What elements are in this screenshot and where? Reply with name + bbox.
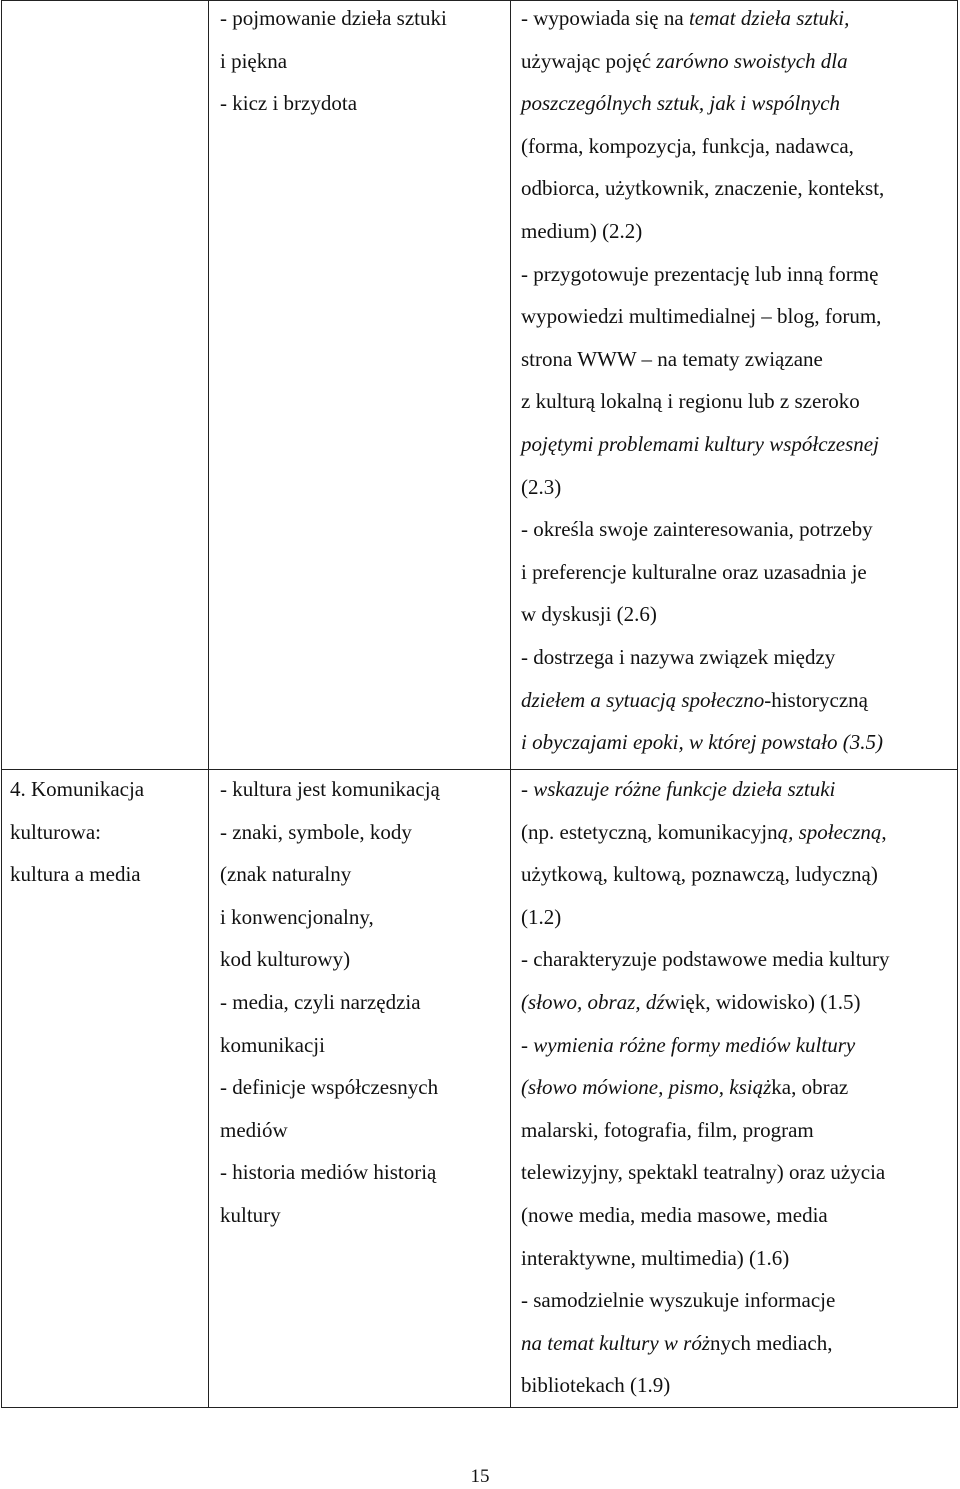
topic-lines [10,768,208,896]
content-line: - znaki, symbole, kody [220,819,412,844]
text-segment: malarski, fotografia, film, program [521,1117,814,1142]
content-line: (znak naturalny [220,862,352,887]
content-line: kod kulturowy) [220,947,351,972]
text-segment: więk, widowisko) (1.5) [664,989,861,1014]
text-segment: (1.2) [521,904,562,929]
outcomes-line [521,636,957,679]
text-segment: - charakteryzuje podstawowe media kultury [521,947,890,972]
text-segment: , [881,819,887,844]
outcomes-line [521,1109,957,1152]
outcomes-line [521,82,957,125]
text-segment: - dostrzega i nazywa związek między [521,644,836,669]
outcomes-line [521,0,957,40]
outcomes-line [521,981,957,1024]
outcomes-line [521,721,957,764]
content-line: i konwencjonalny, [220,904,374,929]
italic-text: zarówno swoistych dla [656,48,848,73]
outcomes-line [521,938,957,981]
text-segment: (np. estetyczną, komunikacyjn [521,819,778,844]
outcomes-lines [521,768,957,1407]
outcomes-line [521,768,957,811]
text-segment: odbiorca, użytkownik, znaczenie, kontekst, [521,176,885,201]
text-segment: używając pojęć [521,48,657,73]
content-line: - pojmowanie dzieła sztuki [220,6,447,30]
outcomes-line [521,853,957,896]
text-segment: ka, obraz [771,1075,849,1100]
topic-line: 4. Komunikacja [10,777,145,801]
content-line: komunikacji [220,1032,325,1057]
outcomes-line [521,1364,957,1407]
text-segment: w dyskusji (2.6) [521,602,657,627]
outcomes-line [521,508,957,551]
italic-text: (słowo mówione, pismo, książ [521,1075,772,1100]
text-segment: użytkową, kultową, poznawczą, ludyczną) [521,862,878,887]
italic-text: ą, społeczną [777,819,882,844]
italic-text: pojętymi problemami kultury współczesnej [521,431,879,456]
italic-text: poszczególnych sztuk, jak i wspólnych [521,91,841,116]
outcomes-line [521,210,957,253]
outcomes-line [521,1194,957,1237]
content-cell [209,1,511,770]
content-lines [220,0,510,125]
italic-text: dziełem a sytuacją społeczno [521,687,765,712]
outcomes-line [521,551,957,594]
topic-line: kulturowa: [10,819,101,844]
topic-cell [2,1,209,770]
outcomes-cell [511,770,958,1408]
text-segment: (2.3) [521,474,562,499]
text-segment: -historyczną [764,687,868,712]
content-line: - historia mediów historią [220,1160,437,1185]
outcomes-line [521,423,957,466]
table-row [2,770,958,1408]
content-line: - definicje współczesnych [220,1075,439,1100]
content-line: - kicz i brzydota [220,91,358,116]
italic-text: na temat kultury w róż [521,1330,710,1355]
text-segment: i preferencje kulturalne oraz uzasadnia je [521,559,867,584]
text-segment: (nowe media, media masowe, media [521,1202,828,1227]
page-number: 15 [470,1466,490,1487]
text-segment: interaktywne, multimedia) (1.6) [521,1245,790,1270]
outcomes-line [521,811,957,854]
content-line: kultury [220,1202,281,1227]
topic-cell [2,770,209,1408]
table-row [2,1,958,770]
text-segment: - samodzielnie wyszukuje informacje [521,1288,836,1313]
outcomes-line [521,1322,957,1365]
text-segment: bibliotekach (1.9) [521,1373,671,1398]
outcomes-line [521,40,957,83]
text-segment: - przygotowuje prezentację lub inną formę [521,261,879,286]
content-lines [220,768,510,1237]
outcomes-line [521,167,957,210]
text-segment: (forma, kompozycja, funkcja, nadawca, [521,133,854,158]
italic-text: (słowo, obraz, dź [521,989,665,1014]
text-segment: nych mediach, [710,1330,833,1355]
text-segment: - określa swoje zainteresowania, potrzeby [521,517,873,542]
outcomes-line [521,380,957,423]
outcomes-line [521,295,957,338]
outcomes-line [521,1237,957,1280]
outcomes-cell [511,1,958,770]
outcomes-line [521,679,957,722]
text-segment: wypowiedzi multimedialnej – blog, forum, [521,304,882,329]
italic-text: - wskazuje różne funkcje dzieła sztuki [521,777,836,801]
outcomes-line [521,896,957,939]
content-line: mediów [220,1117,288,1142]
content-line: i piękna [220,48,288,73]
topic-line: kultura a media [10,862,141,887]
text-segment: z kulturą lokalną i regionu lub z szeroko [521,389,860,414]
italic-text: - wymienia różne formy mediów kultury [521,1032,856,1057]
text-segment: medium) (2.2) [521,218,643,243]
italic-text: i obyczajami epoki, w której powstało (3.5) [521,730,884,755]
content-cell [209,770,511,1408]
content-line: - kultura jest komunikacją [220,777,440,801]
italic-text: temat dzieła sztuki, [688,6,850,30]
outcomes-line [521,1151,957,1194]
outcomes-line [521,253,957,296]
text-segment: telewizyjny, spektakl teatralny) oraz użycia [521,1160,886,1185]
outcomes-line [521,1066,957,1109]
outcomes-line [521,1024,957,1067]
content-line: - media, czyli narzędzia [220,989,421,1014]
outcomes-line [521,593,957,636]
outcomes-line [521,338,957,381]
outcomes-lines [521,0,957,764]
outcomes-line [521,466,957,509]
curriculum-table [1,0,958,1408]
text-segment: strona WWW – na tematy związane [521,346,823,371]
outcomes-line [521,1279,957,1322]
outcomes-line [521,125,957,168]
text-segment: - wypowiada się na [521,6,689,30]
